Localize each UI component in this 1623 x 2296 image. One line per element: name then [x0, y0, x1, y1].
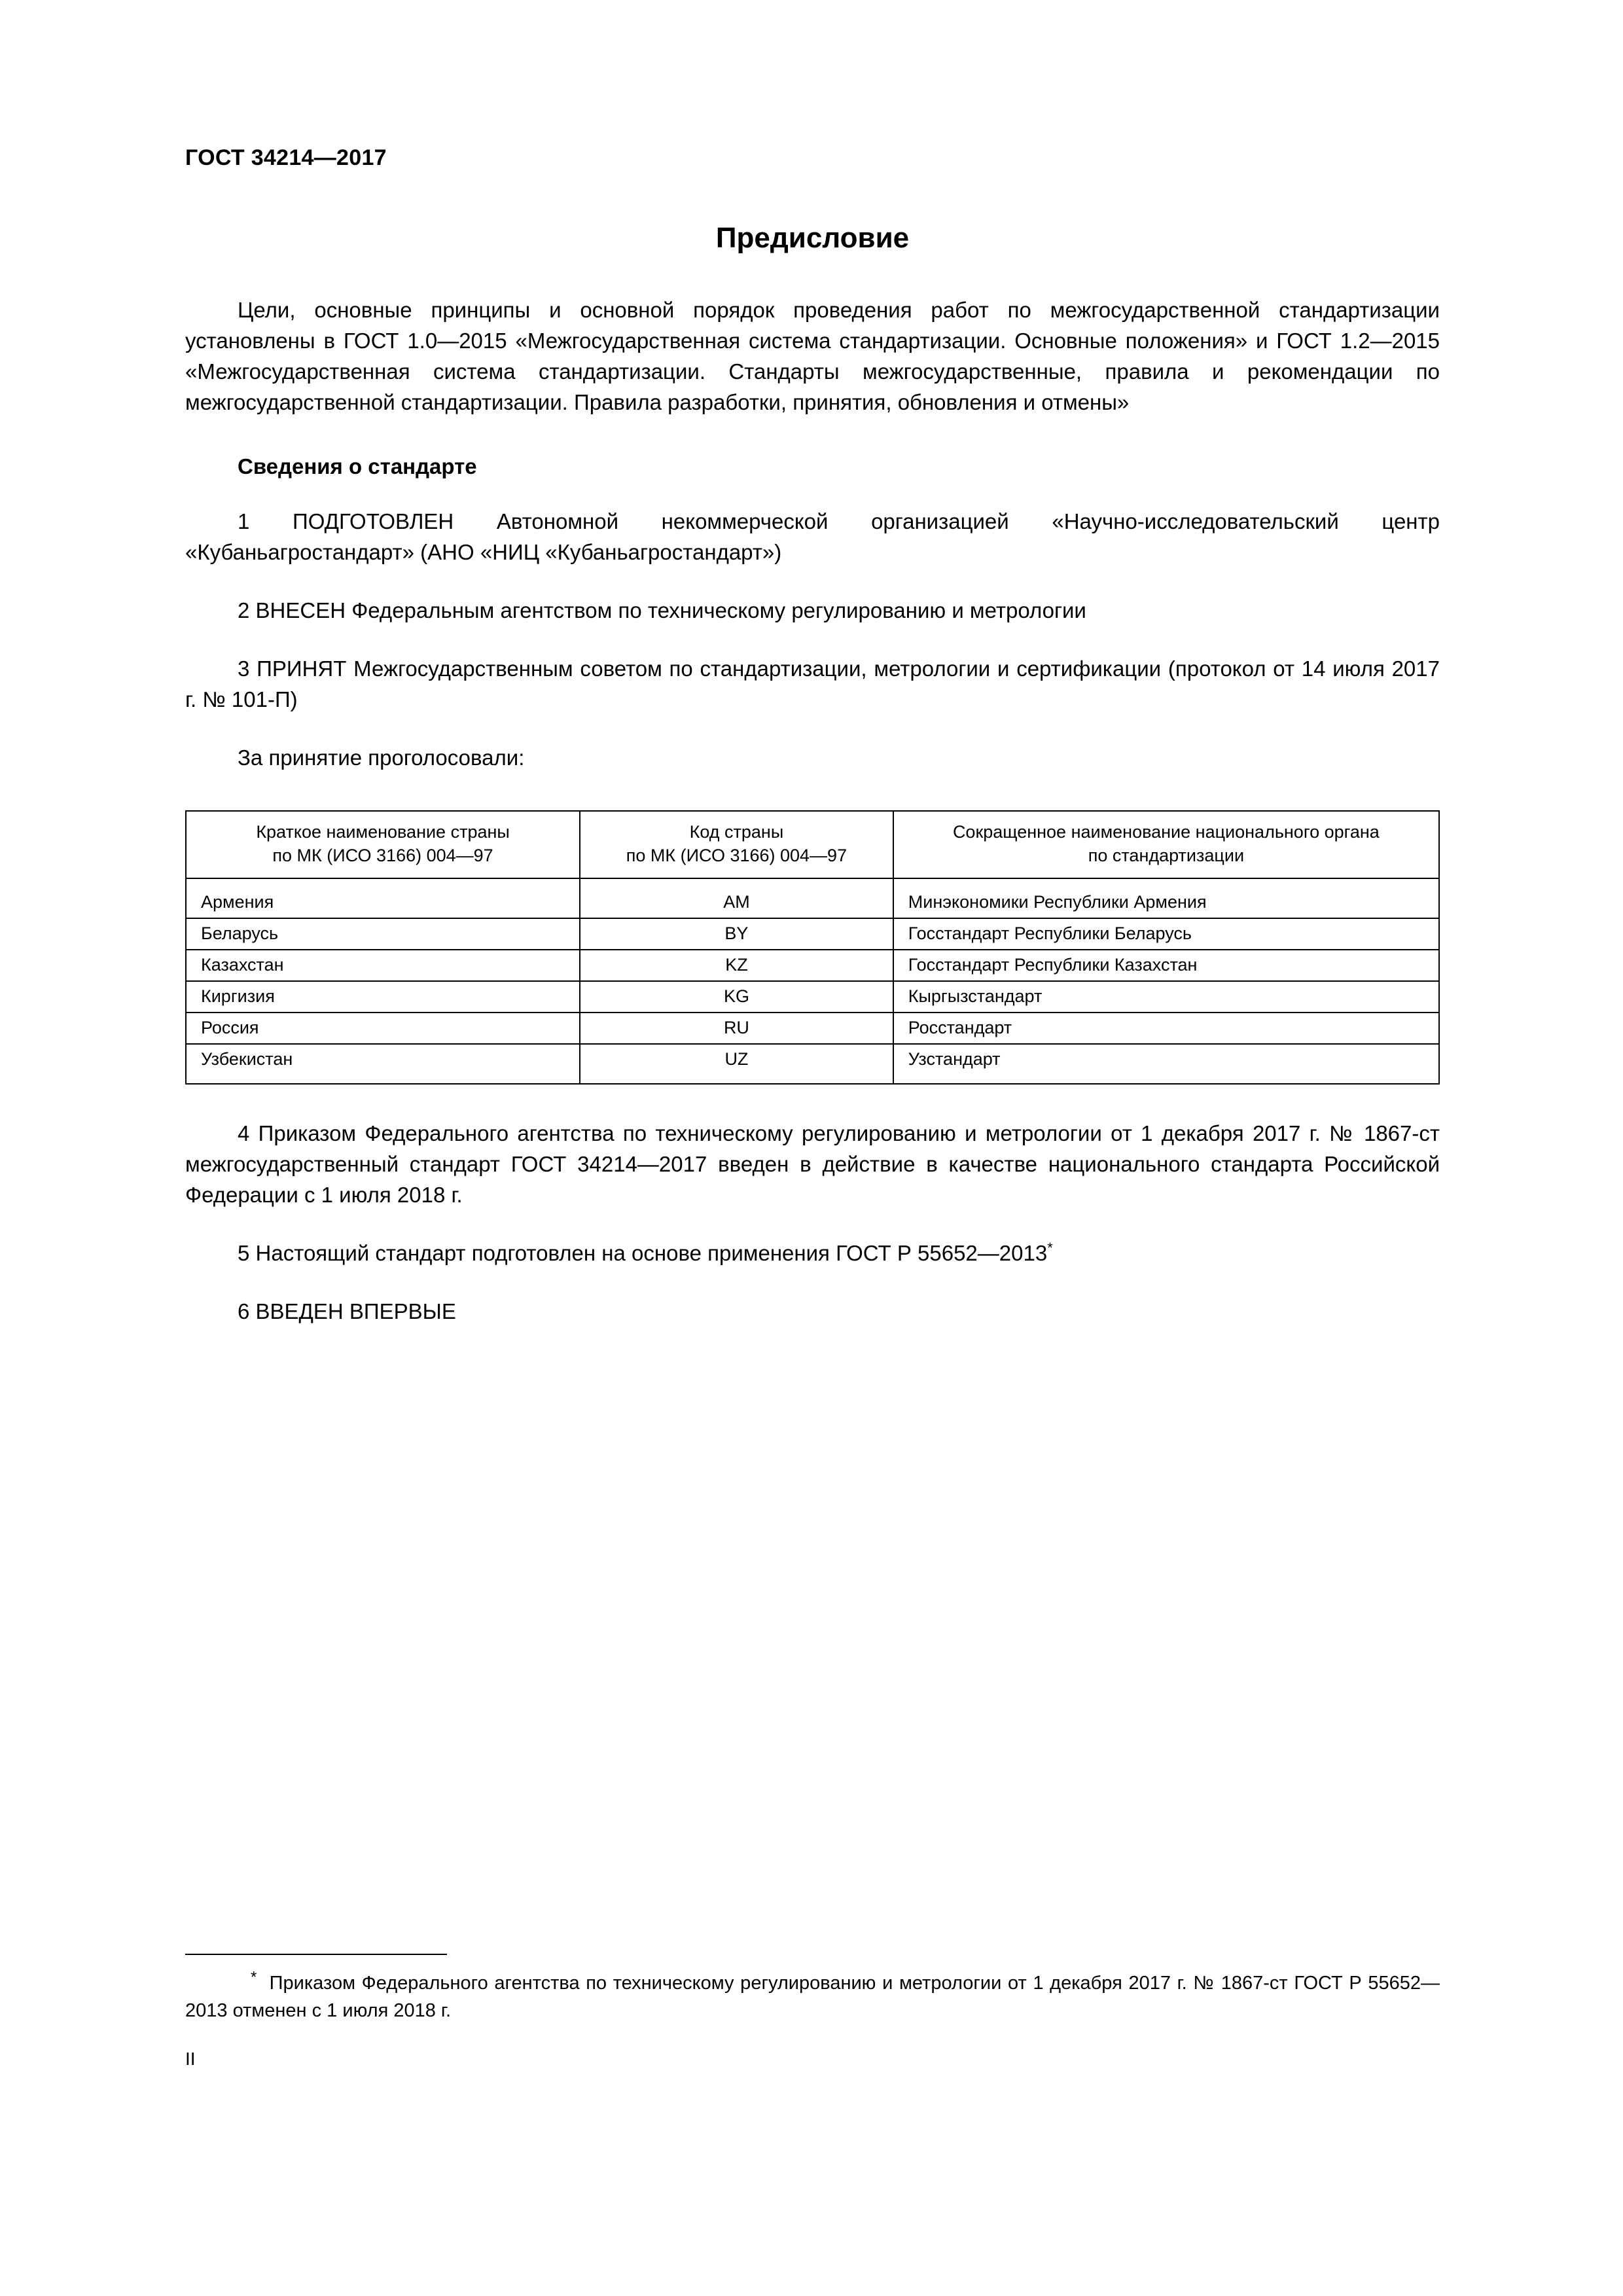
cell-country: Россия: [186, 1013, 580, 1044]
column-header-country-line1: Краткое наименование страны: [256, 821, 510, 842]
column-header-body-line1: Сокращенное наименование национального органа: [952, 821, 1380, 842]
cell-body: Госстандарт Республики Казахстан: [893, 950, 1439, 981]
cell-body: Узстандарт: [893, 1044, 1439, 1084]
cell-code: KG: [580, 981, 893, 1013]
column-header-code: [580, 811, 893, 879]
info-item-1: 1 ПОДГОТОВЛЕН Автономной некоммерческой организацией «Научно-исследовательский центр «Кубаньагростандарт» (АНО «НИЦ «Кубаньагростандарт»): [185, 509, 1440, 565]
cell-body: Госстандарт Республики Беларусь: [893, 918, 1439, 950]
cell-code: AM: [580, 878, 893, 918]
column-header-country-line2: по МК (ИСО 3166) 004—97: [272, 845, 493, 865]
footnote: [185, 1969, 1440, 2024]
table-row: [186, 918, 1439, 950]
column-header-country: [186, 811, 580, 879]
cell-country: Беларусь: [186, 918, 580, 950]
column-header-body: [893, 811, 1439, 879]
footnote-marker: *: [251, 1968, 257, 1986]
column-header-body-line2: по стандартизации: [1088, 845, 1245, 865]
cell-country: Армения: [186, 878, 580, 918]
column-header-code-line2: по МК (ИСО 3166) 004—97: [626, 845, 847, 865]
table-row: [186, 950, 1439, 981]
cell-code: KZ: [580, 950, 893, 981]
intro-paragraph: Цели, основные принципы и основной порядок проведения работ по межгосударственной стандартизации установлены в ГОСТ 1.0—2015 «Межгосударственная система стандартизации. Основные положения» и ГОСТ 1.2—2015 «Межгосударственная система стандартизации. Стандарты межгосударственные, правила и рекомендации по межгосударственной стандартизации. Правила разработки, принятия, обновления и отмены»: [185, 298, 1440, 414]
table-header-row: [186, 811, 1439, 879]
page-number: II: [185, 2049, 196, 2069]
table-body: [186, 878, 1439, 1084]
cell-country: Казахстан: [186, 950, 580, 981]
footnote-divider: [185, 1954, 447, 1955]
page-title: Предисловие: [715, 222, 910, 254]
cell-body: Росстандарт: [893, 1013, 1439, 1044]
footnote-area: [185, 1954, 1440, 2024]
footnote-body: Приказом Федерального агентства по техническому регулированию и метрологии от 1 декабря 2017 г. № 1867-ст ГОСТ Р 55652—2013 отменен с 1 июля 2018 г.: [185, 1973, 1440, 2022]
footnote-reference-mark: *: [1047, 1239, 1053, 1256]
cell-code: UZ: [580, 1044, 893, 1084]
page-content: [185, 0, 1440, 1327]
info-section-heading: Сведения о стандарте: [238, 454, 477, 479]
countries-table: [185, 810, 1440, 1085]
cell-body: Кыргызстандарт: [893, 981, 1439, 1013]
vote-lead-in: За принятие проголосовали:: [238, 745, 525, 770]
table-row: [186, 878, 1439, 918]
cell-body: Минэкономики Республики Армения: [893, 878, 1439, 918]
info-item-6: 6 ВВЕДЕН ВПЕРВЫЕ: [238, 1299, 456, 1323]
info-item-4: 4 Приказом Федерального агентства по техническому регулированию и метрологии от 1 декабря 2017 г. № 1867-ст межгосударственный стандарт ГОСТ 34214—2017 введен в действие в качестве национального стандарта Российской Федерации с 1 июля 2018 г.: [185, 1121, 1440, 1207]
cell-country: Узбекистан: [186, 1044, 580, 1084]
column-header-code-line1: Код страны: [689, 821, 784, 842]
info-item-5-text: 5 Настоящий стандарт подготовлен на основе применения ГОСТ Р 55652—2013: [238, 1240, 1048, 1265]
info-item-2: 2 ВНЕСЕН Федеральным агентством по техническому регулированию и метрологии: [238, 598, 1086, 623]
info-item-5: [185, 1238, 1440, 1269]
countries-table-wrapper: [185, 810, 1440, 1085]
cell-code: RU: [580, 1013, 893, 1044]
cell-country: Киргизия: [186, 981, 580, 1013]
table-row: [186, 1044, 1439, 1084]
cell-code: BY: [580, 918, 893, 950]
table-row: [186, 981, 1439, 1013]
table-row: [186, 1013, 1439, 1044]
standard-number-header: ГОСТ 34214—2017: [185, 145, 387, 170]
info-item-3: 3 ПРИНЯТ Межгосударственным советом по стандартизации, метрологии и сертификации (протокол от 14 июля 2017 г. № 101-П): [185, 656, 1440, 711]
table-header: [186, 811, 1439, 879]
